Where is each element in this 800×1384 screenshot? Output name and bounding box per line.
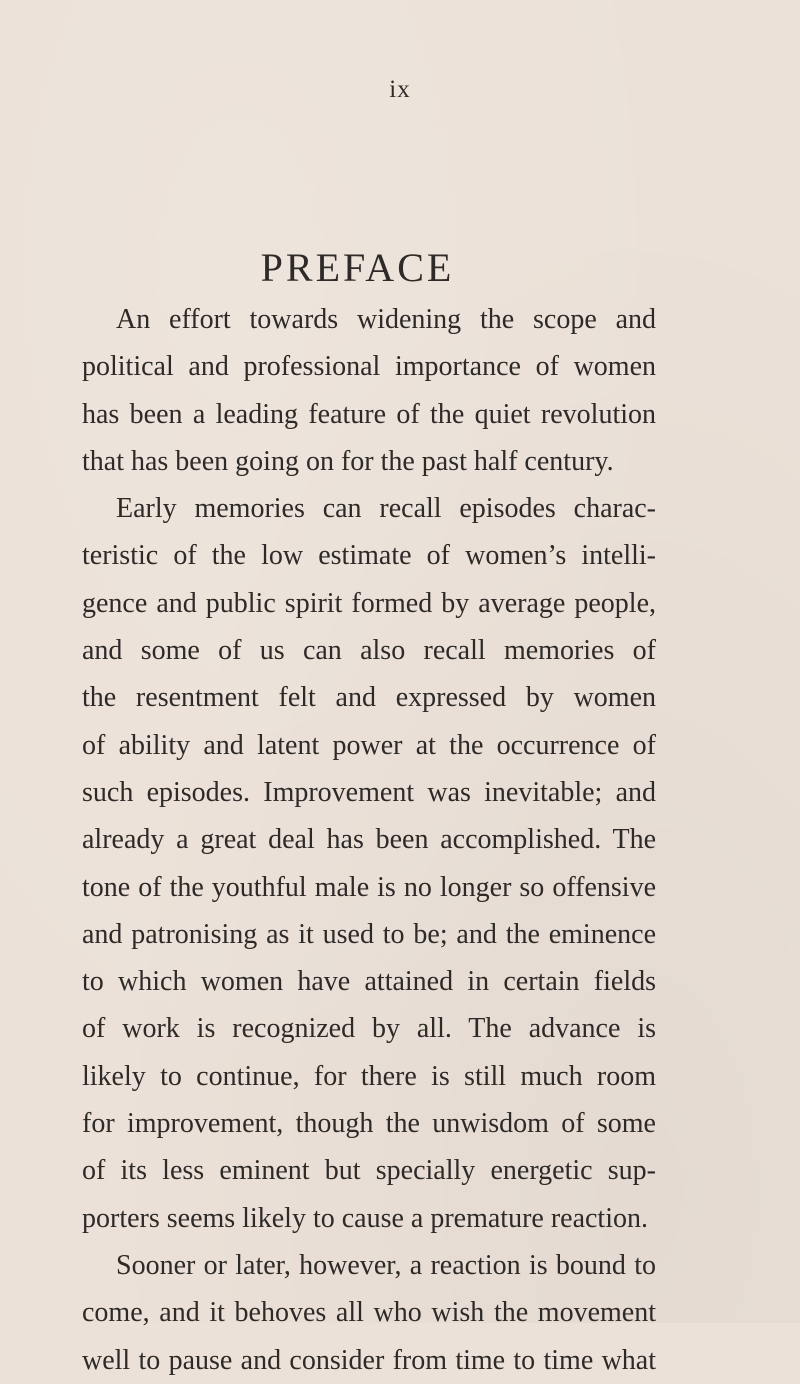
text-line: such episodes. Improvement was inevitable; and [82,776,656,808]
page-number: ix [389,76,411,103]
text-line: of its less eminent but specially energetic sup- [82,1155,656,1187]
text-line: come, and it behoves all who wish the movement [82,1297,656,1329]
text-line: of work is recognized by all. The advance is [82,1013,656,1045]
text-line: likely to continue, for there is still much room [82,1060,656,1092]
body-text [82,296,656,1384]
text-line: porters seems likely to cause a premature reaction. [82,1202,648,1234]
text-line: and patronising as it used to be; and the eminence [82,918,656,950]
text-line: the resentment felt and expressed by women [82,682,656,714]
text-line: to which women have attained in certain fields [82,966,656,998]
text-line: that has been going on for the past half century. [82,445,614,477]
text-line: tone of the youthful male is no longer so offensive [82,871,656,903]
text-line: has been a leading feature of the quiet revolution [82,398,656,430]
text-line: political and professional importance of women [82,351,656,383]
paragraph-3 [82,1242,656,1384]
text-line: Early memories can recall episodes charac- [116,493,656,525]
text-line: An effort towards widening the scope and [116,304,656,335]
paragraph-2 [82,485,656,1242]
text-line: gence and public spirit formed by average people, [82,587,656,619]
text-line: of ability and latent power at the occurrence of [82,729,656,761]
text-line: already a great deal has been accomplished. The [82,824,656,856]
paragraph-1 [82,296,656,485]
page-title: PREFACE [260,245,455,290]
text-line: and some of us can also recall memories of [82,635,656,667]
text-line: Sooner or later, however, a reaction is bound to [116,1249,656,1281]
text-line: well to pause and consider from time to time what [82,1344,656,1376]
text-line: teristic of the low estimate of women’s intelli- [82,540,656,572]
text-line: for improvement, though the unwisdom of some [82,1108,656,1140]
